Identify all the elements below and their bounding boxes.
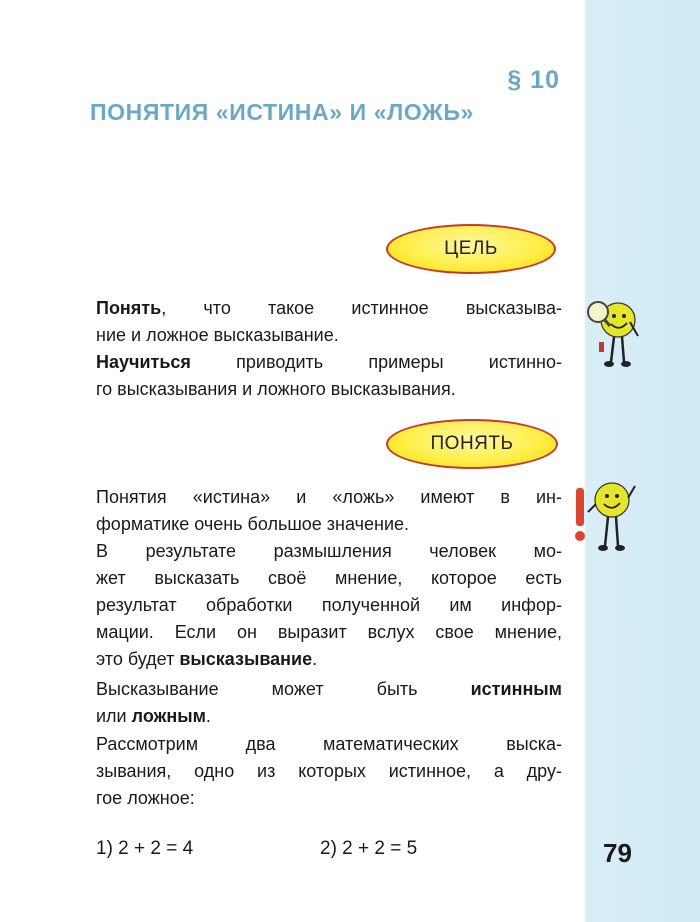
smiley-exclamation-icon bbox=[572, 480, 642, 560]
text-paragraph-2: В результате размышления человек мо- жет высказать своё мнение, которое есть результат обработки полученной им инфор- мации. Если он выразит вслух свое мнение, это будет высказывание. bbox=[96, 541, 562, 669]
goal-badge bbox=[386, 224, 556, 274]
page-margin-strip bbox=[585, 0, 700, 922]
keyword-false: ложным bbox=[131, 706, 206, 726]
smiley-magnifier-icon bbox=[584, 292, 644, 374]
example-false: 2) 2 + 2 = 5 bbox=[320, 838, 418, 859]
chapter-title: ПОНЯТИЯ «ИСТИНА» И «ЛОЖЬ» bbox=[90, 99, 474, 125]
goal-paragraph-2: Научиться приводить примеры истинно- го высказывания и ложного высказывания. bbox=[96, 352, 562, 399]
page-number: 79 bbox=[603, 838, 632, 868]
text-paragraph-1: Понятия «истина» и «ложь» имеют в ин- форматике очень большое значение. bbox=[96, 487, 562, 534]
math-examples bbox=[96, 838, 496, 860]
text-paragraph-3: Высказывание может быть истинным или ложным. bbox=[96, 679, 562, 726]
keyword-true: истинным bbox=[470, 679, 562, 699]
goal-badge-label: ЦЕЛЬ bbox=[444, 238, 498, 259]
goal-paragraph-1: Понять, что такое истинное высказыва- ние и ложное высказывание. bbox=[96, 298, 562, 345]
text-paragraph-4: Рассмотрим два математических выска- зывания, одно из которых истинное, а дру- гое ложное: bbox=[96, 734, 562, 808]
goal-keyword-understand: Понять bbox=[96, 298, 162, 318]
understand-badge-label: ПОНЯТЬ bbox=[430, 433, 514, 454]
understand-badge bbox=[386, 419, 558, 469]
example-true: 1) 2 + 2 = 4 bbox=[96, 838, 194, 859]
keyword-statement: высказывание bbox=[179, 649, 313, 669]
goal-keyword-learn: Научиться bbox=[96, 352, 191, 372]
section-number: § 10 bbox=[507, 66, 560, 94]
